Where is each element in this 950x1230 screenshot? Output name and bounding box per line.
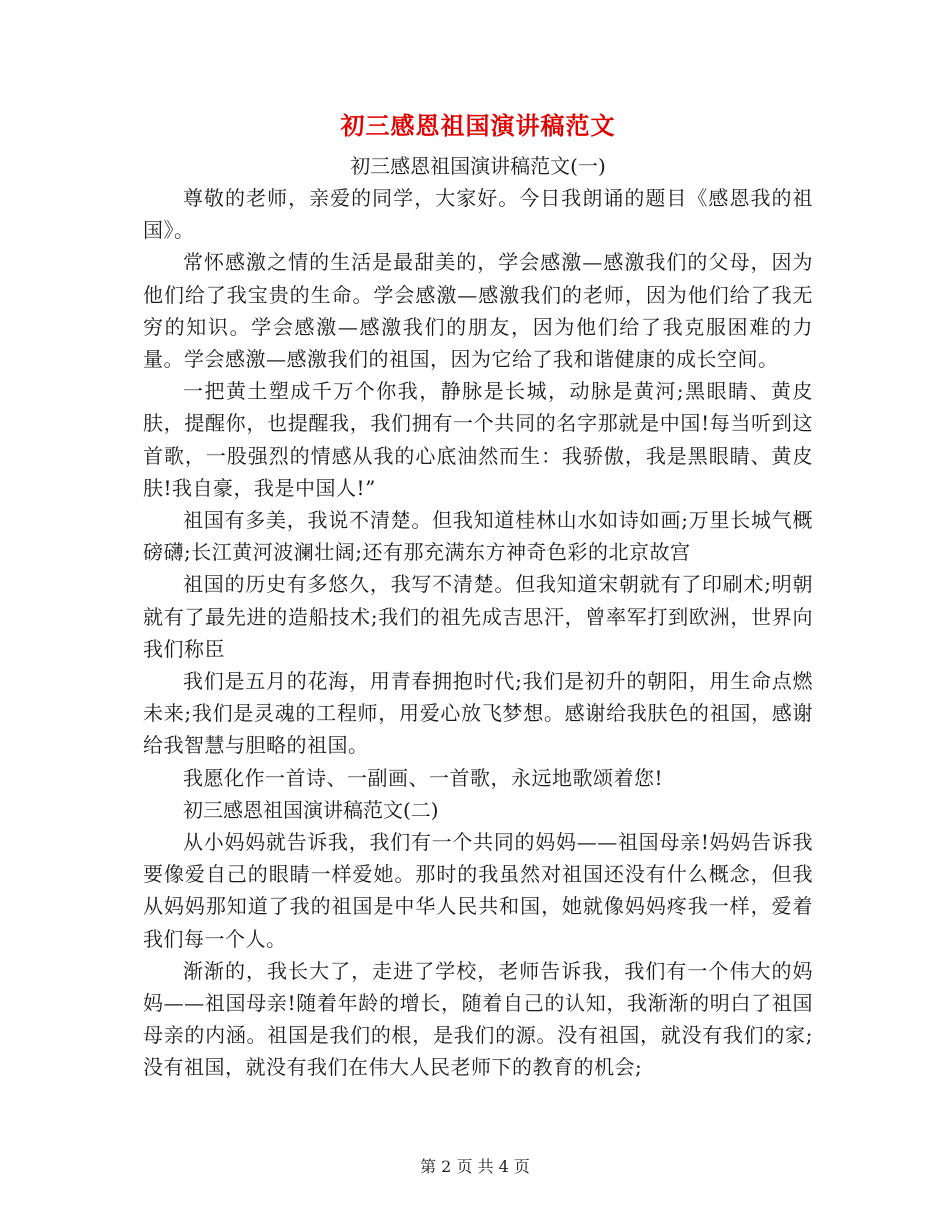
document-title: 初三感恩祖国演讲稿范文 — [340, 111, 616, 140]
paragraph: 祖国的历史有多悠久，我写不清楚。但我知道宋朝就有了印刷术;明朝就有了最先进的造船技术;我们的祖先成吉思汗，曾率军打到欧洲，世界向我们称臣 — [143, 572, 813, 661]
page-number-footer: 第 2 页 共 4 页 — [420, 1157, 530, 1176]
paragraph: 我们是五月的花海，用青春拥抱时代;我们是初升的朝阳，用生命点燃未来;我们是灵魂的工程师，用爱心放飞梦想。感谢给我肤色的祖国，感谢给我智慧与胆略的祖国。 — [143, 669, 813, 758]
paragraph: 我愿化作一首诗、一副画、一首歌，永远地歌颂着您! — [183, 765, 664, 790]
paragraph: 一把黄土塑成千万个你我，静脉是长城，动脉是黄河;黑眼睛、黄皮肤，提醒你，也提醒我，我们拥有一个共同的名字那就是中国!每当听到这首歌，一股强烈的情感从我的心底油然而生：我骄傲，我是黑眼睛、黄皮肤!我自豪，我是中国人!” — [143, 379, 813, 500]
paragraph: 从小妈妈就告诉我，我们有一个共同的妈妈——祖国母亲!妈妈告诉我要像爱自己的眼睛一样爱她。那时的我虽然对祖国还没有什么概念，但我从妈妈那知道了我的祖国是中华人民共和国，她就像妈妈疼我一样，爱着我们每一个人。 — [143, 830, 813, 951]
paragraph: 祖国有多美，我说不清楚。但我知道桂林山水如诗如画;万里长城气概磅礴;长江黄河波澜壮阔;还有那充满东方神奇色彩的北京故宫 — [143, 508, 813, 565]
section-1-title: 初三感恩祖国演讲稿范文(一) — [350, 154, 606, 178]
paragraph: 渐渐的，我长大了，走进了学校，老师告诉我，我们有一个伟大的妈妈——祖国母亲!随着年龄的增长，随着自己的认知，我渐渐的明白了祖国母亲的内涵。祖国是我们的根，是我们的源。没有祖国，就没有我们的家;没有祖国，就没有我们在伟大人民老师下的教育的机会; — [143, 958, 813, 1080]
document-page — [143, 108, 813, 1084]
paragraph: 常怀感激之情的生活是最甜美的，学会感激—感激我们的父母，因为他们给了我宝贵的生命。学会感激—感激我们的老师，因为他们给了我无穷的知识。学会感激—感激我们的朋友，因为他们给了我克服困难的力量。学会感激—感激我们的祖国，因为它给了我和谐健康的成长空间。 — [143, 250, 813, 372]
section-2-title: 初三感恩祖国演讲稿范文(二) — [183, 797, 439, 822]
paragraph: 尊敬的老师，亲爱的同学，大家好。今日我朗诵的题目《感恩我的祖国》。 — [143, 186, 813, 243]
